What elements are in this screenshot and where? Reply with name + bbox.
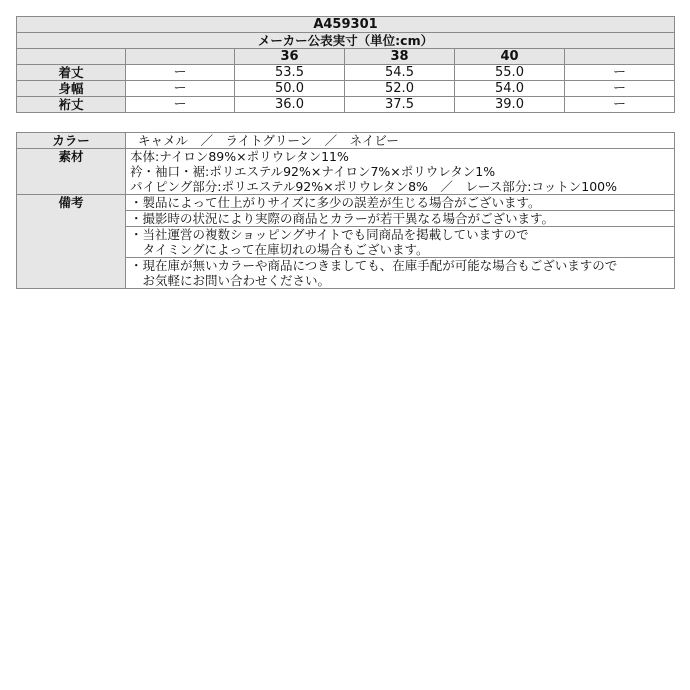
measurement-cell: ー: [126, 65, 235, 81]
measurement-row: [17, 97, 675, 113]
color-row: [17, 133, 675, 149]
material-line: 衿・袖口・裾:ポリエステル92%×ナイロン7%×ポリウレタン1%: [130, 164, 496, 179]
note-item: [126, 227, 675, 258]
measurement-cell: 52.0: [345, 81, 455, 97]
note-line: お気軽にお問い合わせください。: [130, 273, 331, 288]
measurement-cell: ー: [565, 81, 675, 97]
measurement-cell: ー: [126, 81, 235, 97]
product-code: A459301: [17, 17, 675, 33]
measurement-cell: 39.0: [455, 97, 565, 113]
measurement-row: [17, 65, 675, 81]
measurement-cell: ー: [565, 97, 675, 113]
corner-cell: [17, 49, 126, 65]
material-row: [17, 149, 675, 195]
size-table: [16, 16, 675, 113]
measurement-cell: ー: [565, 65, 675, 81]
note-item: [126, 195, 675, 211]
measurement-row: [17, 81, 675, 97]
measurement-cell: 53.5: [235, 65, 345, 81]
size-header: [565, 49, 675, 65]
notes-label: 備考: [17, 195, 126, 289]
size-header-row: [17, 49, 675, 65]
note-line: ・撮影時の状況により実際の商品とカラーが若干異なる場合がございます。: [130, 211, 555, 226]
note-line: ・当社運営の複数ショッピングサイトでも同商品を掲載していますので: [130, 227, 529, 242]
material-line: 本体:ナイロン89%×ポリウレタン11%: [130, 149, 349, 164]
color-label: カラー: [17, 133, 126, 149]
size-header: 36: [235, 49, 345, 65]
note-line: ・製品によって仕上がりサイズに多少の誤差が生じる場合がございます。: [130, 195, 541, 210]
measurement-cell: 36.0: [235, 97, 345, 113]
measurement-cell: 54.5: [345, 65, 455, 81]
row-label: 裄丈: [17, 97, 126, 113]
row-label: 身幅: [17, 81, 126, 97]
note-item: [126, 211, 675, 227]
size-header: 38: [345, 49, 455, 65]
material-value: [126, 149, 675, 195]
note-line: ・現在庫が無いカラーや商品につきましても、在庫手配が可能な場合もございますので: [130, 258, 618, 273]
measurement-cell: 54.0: [455, 81, 565, 97]
measurement-cell: 55.0: [455, 65, 565, 81]
material-line: パイピング部分:ポリエステル92%×ポリウレタン8% ／ レース部分:コットン100%: [130, 179, 617, 194]
product-info-table: [16, 132, 675, 289]
note-line: タイミングによって在庫切れの場合もございます。: [130, 242, 429, 257]
color-value: キャメル ／ ライトグリーン ／ ネイビー: [126, 133, 675, 149]
size-table-subtitle: メーカー公表実寸（単位:cm）: [17, 33, 675, 49]
note-item: [126, 258, 675, 289]
notes-row: [17, 195, 675, 211]
size-header: 40: [455, 49, 565, 65]
measurement-cell: 50.0: [235, 81, 345, 97]
size-header: [126, 49, 235, 65]
measurement-cell: 37.5: [345, 97, 455, 113]
measurement-cell: ー: [126, 97, 235, 113]
row-label: 着丈: [17, 65, 126, 81]
material-label: 素材: [17, 149, 126, 195]
